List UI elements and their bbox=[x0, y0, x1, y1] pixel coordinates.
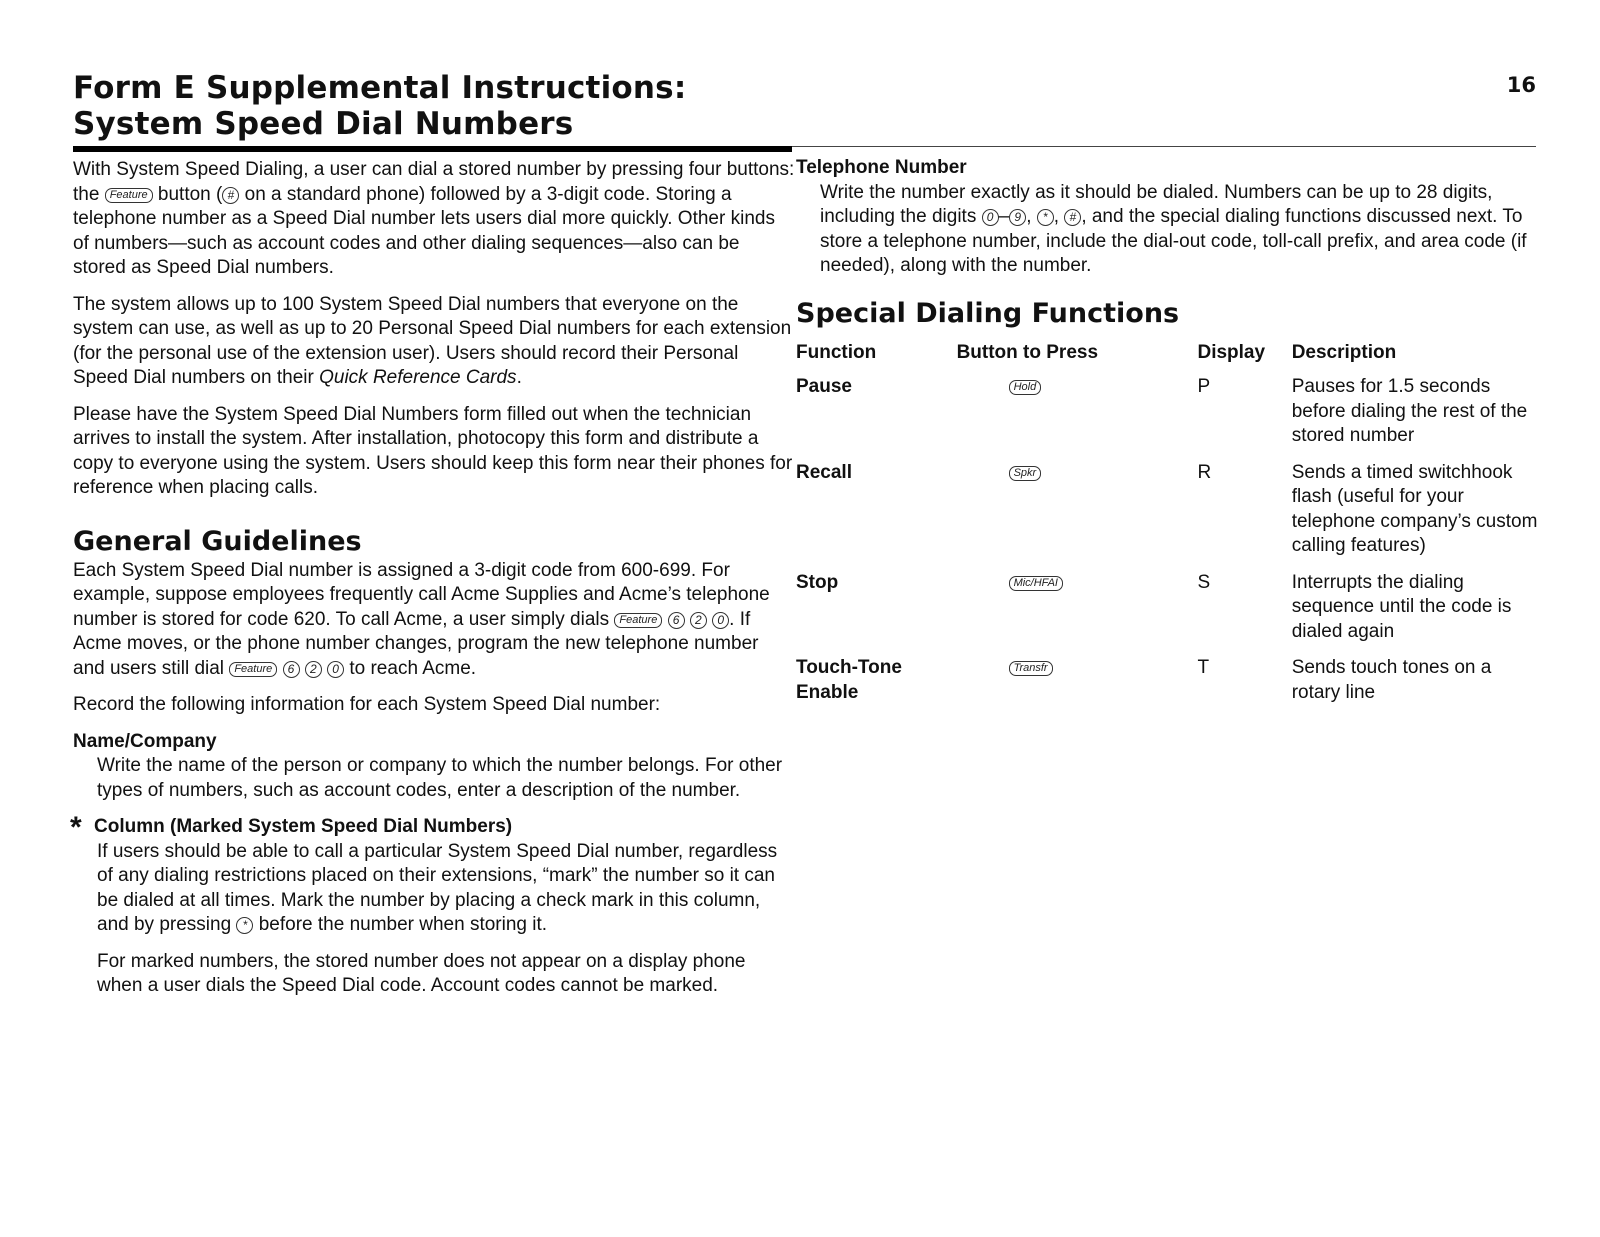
table-header-row bbox=[796, 341, 1540, 376]
right-column bbox=[796, 156, 1540, 717]
pound-key-icon: # bbox=[1064, 209, 1081, 226]
table-row bbox=[796, 375, 1540, 461]
digit-6-key-icon: 6 bbox=[668, 612, 685, 629]
intro-paragraph: With System Speed Dialing, a user can dial a stored number by pressing four buttons: the Feature button ( # on a standard phone) followed by a 3-digit code. Storing a telephone number as a Speed Dial number lets users dial more quickly. Other kinds of numbers—such as account codes and other dialing sequences—also can be stored as Speed Dial numbers. bbox=[73, 159, 795, 278]
table-row bbox=[796, 461, 1540, 571]
function-name: Recall bbox=[796, 461, 852, 483]
table-row bbox=[796, 571, 1540, 657]
page-title bbox=[73, 70, 793, 142]
function-column-header: Function bbox=[796, 341, 877, 363]
left-column bbox=[70, 158, 795, 1011]
star-key-icon: * bbox=[236, 917, 253, 934]
function-name: Stop bbox=[796, 571, 839, 593]
name-company-text: Write the name of the person or company to which the number belongs. For other types of numbers, such as account codes, enter a description of the number. bbox=[97, 755, 783, 801]
table-row bbox=[796, 656, 1540, 717]
guidelines-paragraph: Each System Speed Dial number is assigned a 3-digit code from 600-699. For example, suppose employees frequently call Acme Supplies and Acme’s telephone number is stored for code 620. To call Acme, a user simply dials Feature 6 2 0 . If Acme moves, or the phone number changes, program the new telephone number and users still dial Feature 6 2 0 to reach Acme. bbox=[73, 559, 770, 679]
function-description: Interrupts the dialing sequence until the code is dialed again bbox=[1291, 571, 1512, 642]
display-code: R bbox=[1197, 461, 1212, 483]
telephone-number-label: Telephone Number bbox=[796, 157, 967, 178]
display-code: S bbox=[1197, 571, 1211, 593]
function-description: Sends touch tones on a rotary line bbox=[1291, 657, 1492, 703]
name-company-label: Name/Company bbox=[73, 730, 217, 752]
transfr-key-icon: Transfr bbox=[1009, 661, 1053, 676]
header-rule bbox=[792, 146, 1536, 147]
display-code: T bbox=[1197, 657, 1210, 678]
feature-key-icon: Feature bbox=[614, 613, 662, 628]
special-functions-table bbox=[796, 341, 1540, 718]
page-title-line-1: Form E Supplemental Instructions: bbox=[73, 70, 687, 106]
special-dialing-heading: Special Dialing Functions bbox=[796, 297, 1180, 329]
page-title-line-2: System Speed Dial Numbers bbox=[73, 106, 574, 142]
button-column-header: Button to Press bbox=[956, 341, 1099, 363]
function-description: Sends a timed switchhook flash (useful for your telephone company’s custom calling features) bbox=[1291, 461, 1538, 556]
spkr-key-icon: Spkr bbox=[1009, 466, 1042, 481]
telephone-number-text: Write the number exactly as it should be dialed. Numbers can be up to 28 digits, including the digits 0 – 9 , * , # , and the special dialing functions discussed next. To store a telephone number, include the dial-out code, toll-call prefix, and area code (if needed), along with the number. bbox=[820, 181, 1527, 276]
function-name: Touch-Tone Enable bbox=[796, 657, 902, 703]
mic-hfai-key-icon: Mic/HFAI bbox=[1009, 576, 1063, 591]
function-name: Pause bbox=[796, 376, 852, 397]
digit-0-key-icon: 0 bbox=[712, 612, 729, 629]
description-column-header: Description bbox=[1291, 341, 1397, 363]
display-column-header: Display bbox=[1197, 341, 1266, 363]
quick-reference-cards-text: Quick Reference Cards bbox=[319, 367, 517, 388]
star-key-icon: * bbox=[1037, 209, 1054, 226]
digit-9-key-icon: 9 bbox=[1009, 209, 1026, 226]
capacity-paragraph: The system allows up to 100 System Speed Dial numbers that everyone on the system can use, as well as up to 20 Personal Speed Dial numbers for each extension (for the personal use of the extension user). Users should record their Personal Speed Dial numbers on their Quick Reference Cards. bbox=[73, 293, 792, 388]
display-code: P bbox=[1197, 376, 1211, 397]
asterisk-icon: * bbox=[70, 811, 82, 844]
digit-2-key-icon: 2 bbox=[305, 661, 322, 678]
page-number: 16 bbox=[1506, 73, 1536, 97]
digit-2-key-icon: 2 bbox=[690, 612, 707, 629]
function-description: Pauses for 1.5 seconds before dialing the rest of the stored number bbox=[1291, 376, 1528, 446]
marked-numbers-note: For marked numbers, the stored number does not appear on a display phone when a user dials the Speed Dial code. Account codes cannot be marked. bbox=[97, 950, 746, 996]
digit-0-key-icon: 0 bbox=[982, 209, 999, 226]
feature-key-icon: Feature bbox=[105, 188, 153, 203]
feature-key-icon: Feature bbox=[229, 662, 277, 677]
general-guidelines-heading: General Guidelines bbox=[73, 525, 362, 557]
digit-0-key-icon: 0 bbox=[327, 661, 344, 678]
marked-column-label: * Column (Marked System Speed Dial Numbers) bbox=[70, 811, 513, 844]
digit-6-key-icon: 6 bbox=[283, 661, 300, 678]
hold-key-icon: Hold bbox=[1009, 380, 1042, 395]
record-paragraph: Record the following information for each System Speed Dial number: bbox=[73, 694, 661, 715]
form-paragraph: Please have the System Speed Dial Numbers form filled out when the technician arrives to install the system. After installation, photocopy this form and distribute a copy to everyone using the system. Users should keep this form near their phones for reference when placing calls. bbox=[73, 403, 793, 498]
marked-column-text: If users should be able to call a particular System Speed Dial number, regardless of any dialing restrictions placed on their extensions, “mark” the number so it can be dialed at all times. Mark the number by placing a check mark in this column, and by pressing * before the number when storing it. bbox=[97, 840, 778, 935]
title-rule bbox=[73, 146, 792, 152]
pound-key-icon: # bbox=[222, 187, 239, 204]
